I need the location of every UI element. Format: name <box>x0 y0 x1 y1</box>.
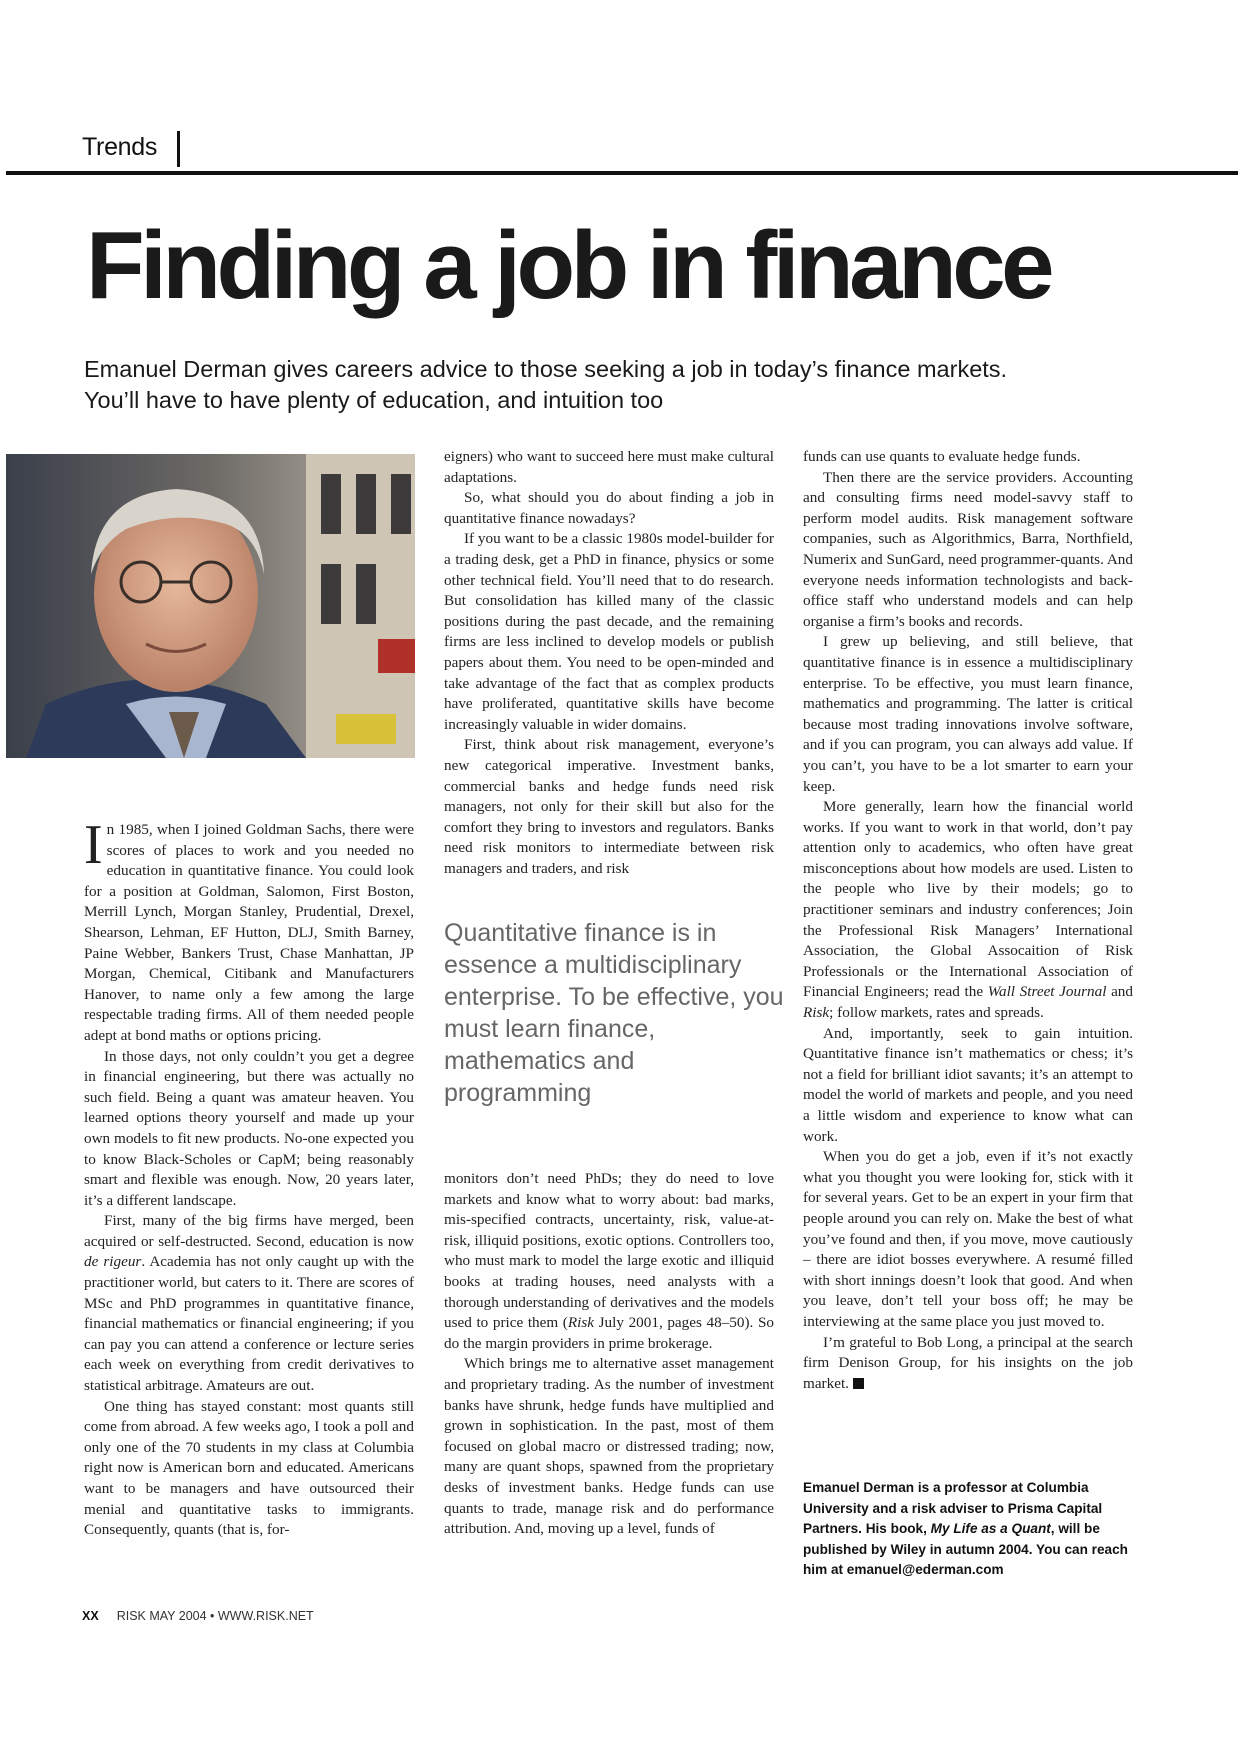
paragraph-15: And, importantly, seek to gain intuition. Quantitative finance isn’t mathematics or chess; it’s not a field for brilliant idiot savants; it’s an attempt to model the world of markets and people, and you need a little wisdom and experience to know what can work. <box>803 1024 1133 1145</box>
page-footer <box>82 1609 314 1623</box>
paragraph-16: When you do get a job, even if it’s not exactly what you thought you were looking for, stick with it for several years. Get to be an expert in your firm that people around you can rely on. Make the best of what you’ve found and then, if you move, move cautiously – there are idiot bosses everywhere. A resumé filled with short innings doesn’t look that good. And when you leave, don’t tell your boss off; he may be interviewing at the same place you just moved to. <box>803 1148 1133 1330</box>
paragraph-9-a: monitors don’t need PhDs; they do need to love markets and know what to worry about: bad marks, mis-specified contracts, uncertainty, risk, value-at-risk, illiquid positions, exotic options. Controllers too, who must mark to model the large exotic and illiquid books at trading houses, need analysts with a thorough understanding of derivatives and the models used to price them ( <box>444 1170 774 1332</box>
bio-a: Emanuel Derman is a professor at Columbia University and a risk adviser to Prisma Capital Partners. His book, <box>803 1480 1103 1536</box>
header-rule <box>6 171 1238 175</box>
wsj-italic: Wall Street Journal <box>987 983 1107 1001</box>
paragraph-17 <box>803 1333 1133 1395</box>
book-title: My Life as a Quant <box>930 1521 1051 1536</box>
issue-info: RISK MAY 2004 • WWW.RISK.NET <box>116 1609 314 1623</box>
paragraph-14-b: ; follow markets, rates and spreads. <box>829 1004 1044 1022</box>
risk-italic-2: Risk <box>803 1004 830 1022</box>
paragraph-1-text: n 1985, when I joined Goldman Sachs, there were scores of places to work and you needed no education in quantitative finance. You could look for a position at Goldman, Salomon, First Boston, Merrill Lynch, Morgan Stanley, Prudential, Drexel, Shearson, Lehman, EF Hutton, DLJ, Smith Barney, Paine Webber, Bankers Trust, Chase Manhattan, JP Morgan, Chemical, Citibank and Manufacturers Hanover, to name only a few among the large respectable trading firms. All of them needed people adept at bond maths or options pricing. <box>84 821 414 1044</box>
page-number: XX <box>82 1609 99 1623</box>
author-photo <box>6 454 415 758</box>
column-3 <box>803 447 1133 1394</box>
paragraph-1 <box>84 814 414 1047</box>
risk-italic: Risk <box>567 1314 595 1332</box>
paragraph-9 <box>444 1169 774 1354</box>
standfirst-line-1: Emanuel Derman gives careers advice to those seeking a job in today’s finance markets. <box>84 356 1008 382</box>
column-2 <box>444 447 774 879</box>
paragraph-6: So, what should you do about finding a job in quantitative finance nowadays? <box>444 489 774 527</box>
pull-quote: Quantitative finance is in essence a multidisciplinary enterprise. To be effective, you must learn finance, mathematics and programming <box>444 919 784 1107</box>
paragraph-11: funds can use quants to evaluate hedge funds. <box>803 448 1081 465</box>
column-2-continued <box>444 1169 774 1540</box>
bio-b: , will be published by Wiley in autumn 2004. You can reach him at emanuel@ederman.com <box>803 1521 1128 1577</box>
paragraph-14-mid: and <box>1106 983 1133 1001</box>
end-mark-icon <box>853 1378 864 1389</box>
paragraph-12: Then there are the service providers. Accounting and consulting firms need model-savvy staff to perform model audits. Risk management software companies, such as Algorithmics, Barra, Northfield, Numerix and SunGard, need programmer-quants. And everyone needs information technologists and back-office staff who understand models and can help organise a firm’s books and records. <box>803 468 1133 630</box>
paragraph-17-text: I’m grateful to Bob Long, a principal at the search firm Denison Group, for his insights on the job market. <box>803 1333 1133 1392</box>
section-divider <box>177 131 180 167</box>
paragraph-14 <box>803 797 1133 1024</box>
paragraph-8: First, think about risk management, everyone’s new categorical imperative. Investment banks, commercial banks and hedge funds need risk managers, not only for their skill but also for the comfort they bring to investors and regulators. Banks need risk monitors to intermediate between risk managers and traders, and risk <box>444 736 774 877</box>
section-label: Trends <box>82 133 158 161</box>
standfirst <box>84 354 1164 416</box>
drop-cap: I <box>84 814 103 876</box>
paragraph-3-start: First, many of the big firms have merged, been acquired or self-destructed. Second, education is now <box>84 1212 414 1250</box>
paragraph-10: Which brings me to alternative asset management and proprietary trading. As the number of investment banks have shrunk, hedge funds have multiplied and grown in sophistication. In the past, most of them focused on global macro or distressed trading; now, many are quant shops, spawned from the proprietary desks of investment banks. Hedge funds can use quants to trade, manage risk and do performance attribution. And, moving up a level, funds of <box>444 1355 774 1538</box>
paragraph-9-b: July 2001, pages 48–50). So do the margin providers in prime brokerage. <box>444 1314 775 1352</box>
paragraph-5: eigners) who want to succeed here must make cultural adaptations. <box>444 448 774 486</box>
paragraph-14-a: More generally, learn how the financial world works. If you want to work in that world, don’t pay attention only to academics, who often have great misconceptions about how models are used. Listen to the people who live by their models; go to practitioner seminars and industry conferences; Join the Professional Risk Managers’ International Association, the Global Assocaition of Risk Professionals or the International Association of Financial Engineers; read the <box>803 798 1133 1001</box>
paragraph-13: I grew up believing, and still believe, that quantitative finance is in essence a multidisciplinary enterprise. To be effective, you must learn finance, mathematics and programming. The latter is critical because most trading innovations involve software, and if you can program, you can always add value. If you can’t, you have to be a lot smarter to earn your keep. <box>803 633 1133 795</box>
paragraph-3-rest: . Academia has not only caught up with the practitioner world, but caters to it. There are scores of MSc and PhD programmes in quantitative finance, financial mathematics or financial engineering; if you can pay you can attend a conference or lecture series each week on everything from credit derivatives to statistical arbitrage. Amateurs are out. <box>84 1253 414 1395</box>
column-1 <box>84 814 414 1541</box>
paragraph-7: If you want to be a classic 1980s model-builder for a trading desk, get a PhD in finance, physics or some other technical field. You’ll need that to do research. But consolidation has killed many of the classic positions during the past decade, and the remaining firms are less inclined to develop models or publish papers about them. You need to be open-minded and take advantage of the fact that as complex products have proliferated, quantitative skills have become increasingly valuable in wider domains. <box>444 530 774 733</box>
paragraph-3 <box>84 1211 414 1396</box>
paragraph-4: One thing has stayed constant: most quants still come from abroad. A few weeks ago, I took a poll and only one of the 70 students in my class at Columbia right now is American born and educated. Americans want to be managers and have outsourced their menial and quantitative tasks to immigrants. Consequently, quants (that is, for- <box>84 1397 414 1539</box>
standfirst-line-2: You’ll have to have plenty of education, and intuition too <box>84 387 664 413</box>
italic-phrase: de rigeur <box>84 1253 142 1271</box>
paragraph-2: In those days, not only couldn’t you get a degree in financial engineering, but there was actually no such field. Being a quant was amateur heaven. You learned options theory yourself and made up your own models to fit new products. No-one expected you to know Black-Scholes or CapM; being reasonably smart and flexible was enough. Now, 20 years later, it’s a different landscape. <box>84 1047 414 1209</box>
author-bio <box>803 1478 1133 1581</box>
article-headline: Finding a job in finance <box>86 212 1050 319</box>
